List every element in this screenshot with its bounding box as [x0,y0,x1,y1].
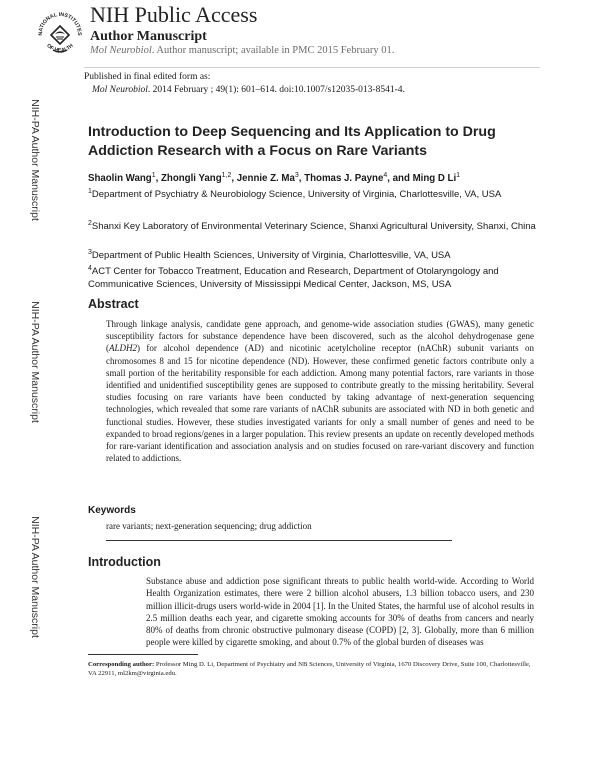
keywords-divider [106,540,452,541]
affiliation: $^4$ACT Center for Tobacco Treatment, Education and Research, Department of Otolaryngology and Communicative Sciences, University of Mississippi Medical Center, Jackson, MS, USA [88,265,499,290]
author: Ming D Li [412,173,457,185]
citation-journal: Mol Neurobiol [92,85,148,95]
availability-note [90,45,450,61]
abstract-heading: Abstract [88,297,139,311]
public-access-title: NIH Public Access [90,2,258,27]
journal-name: Mol Neurobiol [90,45,152,56]
corresponding-author-footnote: Corresponding author: Professor Ming D. Li, Department of Psychiatry and NB Sciences, University of Virginia, 1670 Discovery Drive, Suite 100, Charlottesville, VA 22911, ml2km@virginia.edu. [88,661,531,678]
availability-text: . Author manuscript; available in PMC 2015 February 01. [151,45,395,56]
published-label: Published in final edited form as: [84,72,211,82]
author-list: Shaolin Wang$^1$, Zhongli Yang$^{1,2}$, Jennie Z. Ma$^3$, Thomas J. Payne$^4$, and Ming D Li$^1$ [88,172,461,185]
affiliation: $^3$Department of Public Health Sciences, University of Virginia, Charlottesville, VA, USA [88,249,451,262]
author: Zhongli Yang [160,173,222,185]
affiliation: $^1$Department of Psychiatry & Neurobiology Science, University of Virginia, Charlottesville, VA, USA [88,188,502,201]
nih-logo [36,4,84,64]
affiliation: $^2$Shanxi Key Laboratory of Environmental Veterinary Science, Shanxi Agricultural University, Shanxi, China [88,220,536,233]
author: Shaolin Wang [88,173,152,185]
author-manuscript-label: Author Manuscript [90,29,207,44]
header-divider [84,67,540,68]
abstract-text: Through linkage analysis, candidate gene approach, and genome-wide association studies (GWAS), many genetic susceptibility factors for substance dependence have been discovered, such as the alcohol dehydrogenase gene (ALDH2) for alcohol dependence (AD) and nicotinic acetylcholine receptor (nAChR) subunit variants on chromosomes 8 and 15 for nicotine dependence (ND). However, these confirmed genetic factors contribute only a small portion of the heritability responsible for each addiction. Among many potential factors, rare variants in those identified and unidentified susceptibility genes are supposed to contribute greatly to the missing heritability. Several studies focusing on rare variants have been conducted by taking advantage of next-generation sequencing technologies, which revealed that some rare variants of nAChR subunits are associated with ND in both genetic and functional studies. However, these studies investigated variants for only a small number of genes and need to be expanded to broad regions/genes in a larger population. This review presents an update on recently developed methods for rare-variant identification and association analysis and on studies focused on rare-variant discovery and function related to addictions. [106,319,534,464]
side-label-3: NIH-PA Author Manuscript [29,516,41,638]
article-title: Introduction to Deep Sequencing and Its Application to Drug Addiction Research with a Focus on Rare Variants [88,124,496,159]
gene-name: ALDH2 [109,343,138,354]
side-label-1: NIH-PA Author Manuscript [29,99,41,221]
introduction-text: Substance abuse and addiction pose significant threats to public health world-wide. According to World Health Organization estimates, there were 2 billion alcohol abusers, 1.3 billion tobacco users, and 230 million illicit-drugs users world-wide in 2004 [1]. In the United States, the harmful use of alcohol results in 2.5 million deaths each year, and cigarette smoking accounts for 30% of deaths from cancers and nearly 80% of deaths from chronic obstructive pulmonary disease (COPD) [2, 3]. Globally, more than 6 million people were killed by cigarette smoking, and about 0.7% of the global burden of diseases was [146,576,534,648]
logo-text-bottom: OF HEALTH [45,42,75,54]
citation [92,85,405,95]
citation-details: . 2014 February ; 49(1): 601–614. doi:10.1007/s12035-013-8541-4. [147,85,405,95]
logo-text-top: NATIONAL INSTITUTES [37,11,83,36]
footnote-divider [88,654,198,655]
author: Jennie Z. Ma [236,173,295,185]
introduction-heading: Introduction [88,555,161,569]
keywords-text: rare variants; next-generation sequencing; drug addiction [106,521,312,531]
author: Thomas J. Payne [304,173,384,185]
keywords-heading: Keywords [88,505,136,516]
side-label-2: NIH-PA Author Manuscript [29,301,41,423]
